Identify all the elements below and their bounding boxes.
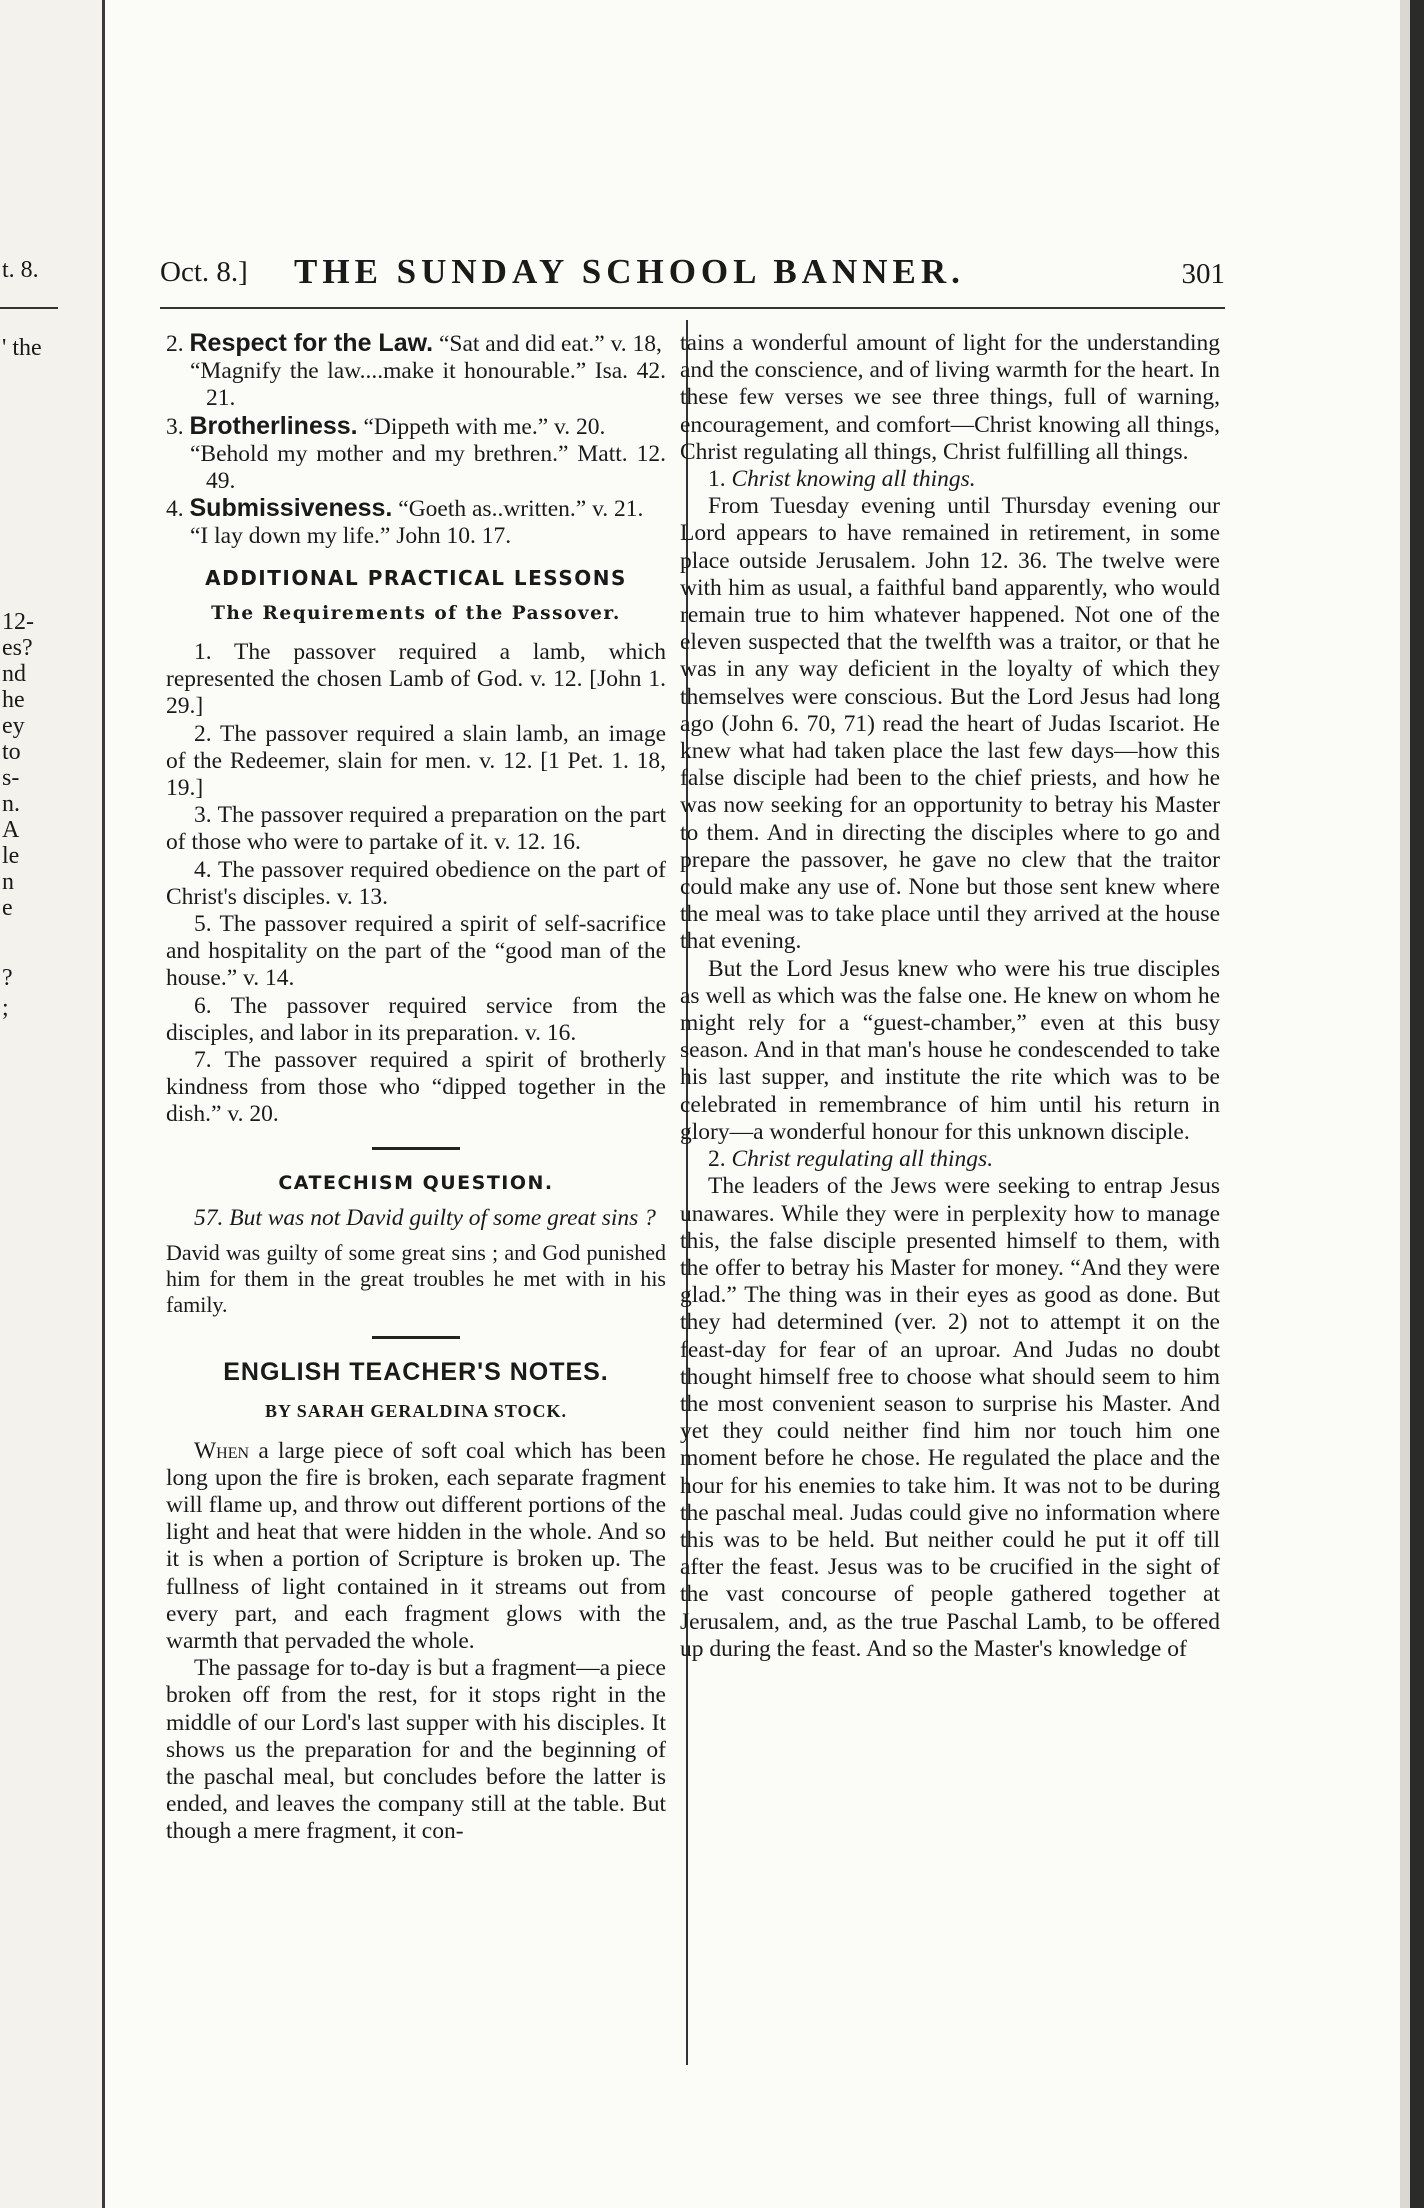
outline-title: Submissiveness.: [189, 494, 393, 523]
prev-page-fragment: n.: [2, 791, 20, 817]
lesson-item: 1. The passover required a lamb, which represented the chosen Lamb of God. v. 12. [John 1. 29.]: [166, 639, 666, 720]
prev-page-fragment: t. 8.: [2, 257, 39, 283]
notes-heading: ENGLISH TEACHER'S NOTES.: [223, 1358, 609, 1387]
prev-page-fragment: ?: [2, 965, 13, 991]
lesson-item: 7. The passover required a spirit of brotherly kindness from those who “dipped together in the dish.” v. 20.: [166, 1047, 666, 1128]
prev-page-fragment: s-: [2, 765, 20, 791]
outline-item: [166, 330, 666, 413]
prev-page-fragment: es?: [2, 635, 33, 661]
outline-point: 4. Submissiveness. “Goeth as..written.” v. 21.: [166, 494, 644, 523]
prev-page-fragment: to: [2, 739, 21, 765]
outline-reference: “Behold my mother and my brethren.” Matt. 12. 49.: [190, 440, 666, 495]
notes-byline: BY SARAH GERALDINA STOCK.: [264, 1401, 568, 1422]
prev-page-fragment: ;: [2, 995, 9, 1021]
notes-paragraph: The leaders of the Jews were seeking to entrap Jesus unawares. While they were in perplexity how to manage this, the false disciple presented himself to them, with the offer to betray his Master for money. “And they were glad.” The thing was in their eyes as good as done. But they had determined (ver. 2) not to attempt it on the feast-day for fear of an uproar. And Judas no doubt thought himself free to choose what should seem to him the most convenient season to surprise his Master. And yet they could neither find him nor touch him one moment before he chose. He regulated the place and the hour for his enemies to take him. It was not to be during the paschal meal. Judas could give no information where this was to be held. But neither could he put it off till after the feast. Jesus was to be crucified in the sight of the vast concourse of people gathered together at Jerusalem, and, as the true Paschal Lamb, to be offered up during the feast. And so the Master's knowledge of: [680, 1173, 1220, 1662]
outline-title: Respect for the Law.: [189, 329, 434, 357]
prev-page-fragment: n: [2, 869, 14, 895]
prev-page-fragment: he: [2, 687, 25, 713]
catechism-heading: CATECHISM QUESTION.: [278, 1171, 554, 1194]
notes-subheading: 2. Christ regulating all things.: [708, 1146, 994, 1173]
prev-page-fragment: 12-: [2, 609, 34, 635]
outline-point: 2. Respect for the Law. “Sat and did eat.” v. 18,: [166, 329, 662, 357]
header-rule: [160, 307, 1225, 309]
lessons-subheading: The Requirements of the Passover.: [211, 602, 621, 624]
outline-item: [166, 413, 666, 496]
lesson-item: 2. The passover required a slain lamb, an image of the Redeemer, slain for men. v. 12. [1 Pet. 1. 18, 19.]: [166, 720, 666, 802]
notes-paragraph: The passage for to-day is but a fragment—a piece broken off from the rest, for it stops right in the middle of our Lord's last supper with his disciples. It shows us the preparation for and the beginning of the paschal meal, but concludes before the latter is ended, and leaves the company still at the table. But though a mere fragment, it con-: [166, 1655, 666, 1845]
notes-paragraph: From Tuesday evening until Thursday evening our Lord appears to have remained in retirement, in some place outside Jerusalem. John 12. 36. The twelve were with him as usual, a faithful band apparently, who would remain true to him whatever happened. Not one of the eleven suspected that the twelfth was a traitor, or that he was in any way deficient in the loyalty of which they themselves were conscious. But the Lord Jesus had long ago (John 6. 70, 71) read the heart of Judas Iscariot. He knew what had taken place the last few days—how this false disciple had been to the chief priests, and how he was now seeking for an opportunity to betray his Master to them. And in directing the disciples where to go and prepare the passover, he gave no clew that the traitor could make any use of. None but those sent knew where the meal was to take place until they arrived at the house that evening.: [680, 493, 1220, 955]
prev-page-fragment: nd: [2, 661, 26, 687]
outline-point: 3. Brotherliness. “Dippeth with me.” v. 20.: [166, 411, 606, 440]
page-number: 301: [1181, 258, 1225, 290]
catechism-question: 57. But was not David guilty of some great sins ?: [194, 1204, 656, 1231]
page-edge-shadow: [1400, 0, 1410, 2208]
outline-title: Brotherliness.: [189, 411, 358, 440]
prev-page-fragment: A: [2, 817, 20, 843]
prev-page-rule: [0, 307, 58, 309]
notes-paragraph: tains a wonderful amount of light for the understanding and the conscience, and of living warmth for the heart. In these few verses we see three things, full of warning, encouragement, and comfort—Christ knowing all things, Christ regulating all things, Christ fulfilling all things.: [680, 330, 1220, 465]
notes-paragraph: When a large piece of soft coal which has been long upon the fire is broken, each separate fragment will flame up, and throw out different portions of the light and heat that were hidden in the whole. And so it is when a portion of Scripture is broken up. The fullness of light contained in it streams out from every part, and each fragment glows with the warmth that pervaded the whole.: [166, 1437, 666, 1654]
lesson-item: 6. The passover required service from the disciples, and labor in its preparation. v. 16.: [166, 992, 666, 1046]
notes-paragraph: But the Lord Jesus knew who were his true disciples as well as which was the false one. He knew on whom he might rely for a “guest-chamber,” even at this busy season. And in that man's house he condescended to take his last supper, and institute the rite which was to be celebrated in remembrance of him until his return in glory—a wonderful honour for this unknown disciple.: [680, 955, 1220, 1145]
right-column: [680, 330, 1220, 1663]
section-divider: [372, 1336, 460, 1339]
lesson-item: 3. The passover required a preparation on the part of those who were to partake of it. v. 12. 16.: [166, 802, 666, 856]
lesson-item: 5. The passover required a spirit of self-sacrifice and hospitality on the part of the “good man of the house.” v. 14.: [166, 911, 666, 992]
catechism-answer: David was guilty of some great sins ; and God punished him for them in the great troubles he met with in his family.: [166, 1240, 666, 1318]
outline-item: [166, 495, 666, 550]
running-header: [160, 252, 1225, 302]
previous-page-edge: [0, 0, 105, 2208]
page-edge: [1410, 0, 1424, 2208]
prev-page-fragment: e: [2, 895, 13, 921]
notes-subheading: 1. Christ knowing all things.: [708, 466, 976, 493]
outline-reference: “I lay down my life.” John 10. 17.: [190, 523, 512, 550]
header-date: Oct. 8.]: [160, 256, 248, 288]
lesson-item: 4. The passover required obedience on the part of Christ's disciples. v. 13.: [166, 856, 666, 910]
header-title: THE SUNDAY SCHOOL BANNER.: [294, 252, 965, 291]
section-divider: [372, 1147, 460, 1150]
notes-lead-word: When: [194, 1437, 250, 1464]
left-column: [166, 330, 666, 1846]
prev-page-fragment: le: [2, 843, 20, 869]
lessons-heading: ADDITIONAL PRACTICAL LESSONS: [205, 565, 627, 590]
prev-page-fragment: ' the: [2, 335, 42, 361]
prev-page-fragment: ey: [2, 713, 25, 739]
outline-reference: “Magnify the law....make it honourable.” Isa. 42. 21.: [190, 358, 666, 412]
